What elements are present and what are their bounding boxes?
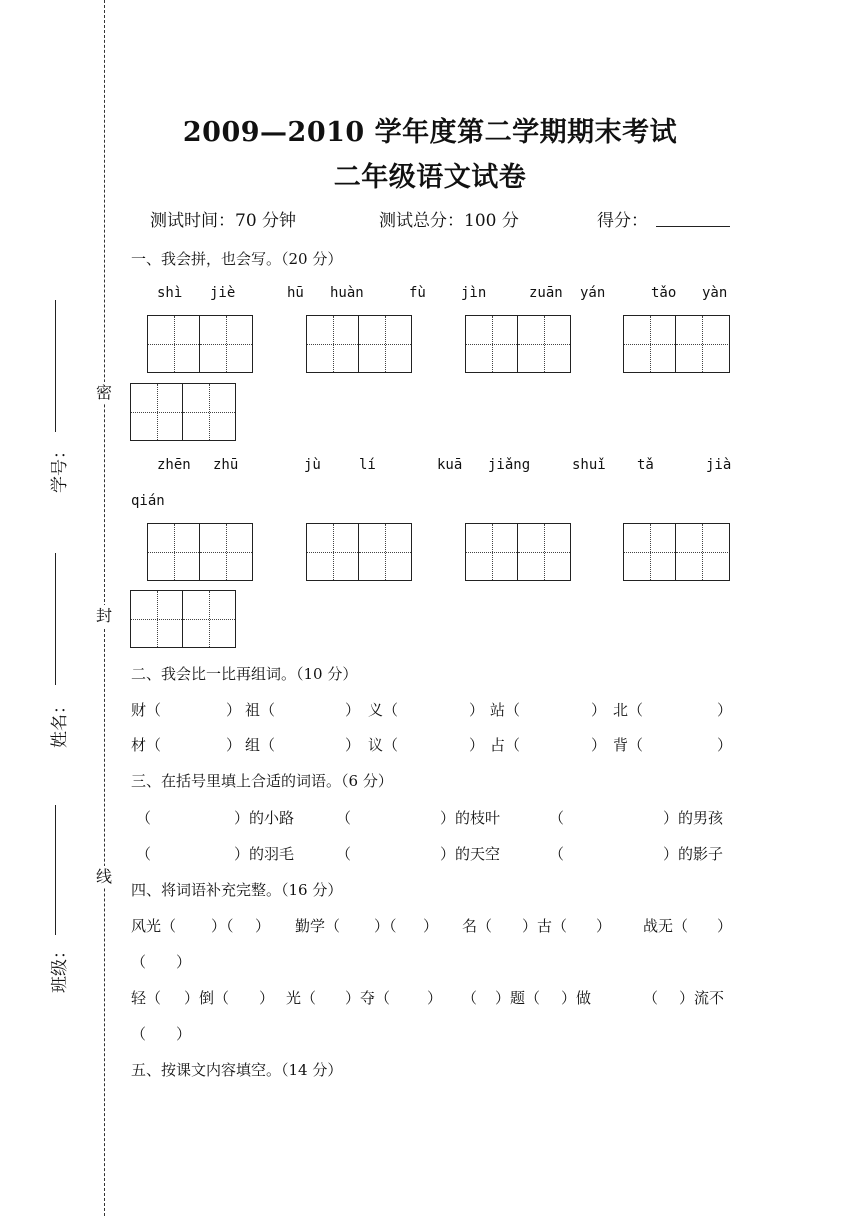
- pinyin: shì: [157, 285, 183, 301]
- pinyin: yán: [580, 285, 606, 301]
- pinyin: lí: [359, 457, 376, 473]
- compare-item: 组（: [245, 736, 276, 754]
- idiom-part: ）: [259, 989, 275, 1007]
- test-time: 测试时间：70 分钟: [150, 211, 297, 231]
- writing-grid[interactable]: [623, 523, 730, 581]
- idiom-row-2-cont: （ ）: [131, 1025, 192, 1043]
- idiom-part: ）倒（: [184, 989, 230, 1007]
- compare-item: 占（: [490, 736, 521, 754]
- idiom-part: ）做: [561, 989, 592, 1007]
- grid-cell[interactable]: [131, 384, 183, 440]
- fill-phrase: ）的影子: [663, 845, 724, 863]
- exam-title: 2009—2010 学年度第二学期期末考试: [182, 117, 678, 148]
- fill-phrase: ）的羽毛: [234, 845, 295, 863]
- pinyin: kuā: [437, 457, 463, 473]
- compare-close: ）: [345, 736, 361, 754]
- pinyin: fù: [409, 285, 426, 301]
- grid-cell[interactable]: [676, 316, 728, 372]
- grid-cell[interactable]: [624, 316, 676, 372]
- exam-subtitle: 二年级语文试卷: [333, 162, 527, 193]
- pinyin: qián: [131, 493, 165, 509]
- grid-cell[interactable]: [148, 524, 200, 580]
- pinyin: huàn: [330, 285, 364, 301]
- score-label: 得分：: [597, 211, 648, 231]
- compare-row-1: [131, 699, 731, 719]
- idiom-part: ）流不: [679, 989, 725, 1007]
- compare-close: ）: [469, 736, 485, 754]
- compare-item: 北（: [613, 701, 644, 719]
- fill-phrase: ）的小路: [234, 809, 295, 827]
- writing-grid[interactable]: [623, 315, 730, 373]
- idiom-row-1-cont: （ ）: [131, 953, 192, 971]
- pinyin: jià: [706, 457, 732, 473]
- pinyin: tǎ: [637, 457, 654, 473]
- grid-cell[interactable]: [359, 524, 411, 580]
- idiom-part: ）夺（: [345, 989, 391, 1007]
- fill-row-1: [131, 807, 731, 827]
- compare-row-2: [131, 734, 731, 754]
- writing-grid[interactable]: [306, 315, 412, 373]
- fill-open: （: [336, 809, 352, 827]
- writing-grid[interactable]: [130, 383, 236, 441]
- pinyin: zhū: [213, 457, 239, 473]
- pinyin: tǎo: [651, 285, 677, 301]
- compare-close: ）: [226, 701, 242, 719]
- idiom-row-1: [131, 915, 731, 935]
- grid-cell[interactable]: [359, 316, 411, 372]
- section3-heading: 三、在括号里填上合适的词语。（6 分）: [131, 772, 393, 790]
- fill-open: （: [136, 809, 152, 827]
- fill-open: （: [336, 845, 352, 863]
- pinyin: zhēn: [157, 457, 191, 473]
- test-total: 测试总分：100 分: [379, 211, 519, 231]
- grid-cell[interactable]: [676, 524, 728, 580]
- grid-cell[interactable]: [624, 524, 676, 580]
- compare-item: 祖（: [245, 701, 276, 719]
- grid-cell[interactable]: [518, 316, 570, 372]
- score-blank[interactable]: [656, 226, 730, 227]
- grid-cell[interactable]: [307, 316, 359, 372]
- name-label: 姓名：: [50, 697, 70, 748]
- compare-close: ）: [226, 736, 242, 754]
- writing-grid[interactable]: [465, 523, 571, 581]
- name-line[interactable]: [55, 553, 56, 685]
- idiom-part: ）: [255, 917, 271, 935]
- class-line[interactable]: [55, 805, 56, 935]
- compare-item: 材（: [131, 736, 162, 754]
- compare-item: 背（: [613, 736, 644, 754]
- idiom-part: ）题（: [495, 989, 541, 1007]
- grid-cell[interactable]: [200, 524, 252, 580]
- grid-cell[interactable]: [148, 316, 200, 372]
- idiom-part: 名（: [462, 917, 493, 935]
- compare-item: 议（: [368, 736, 399, 754]
- fill-open: （: [136, 845, 152, 863]
- idiom-part: 勤学（: [295, 917, 341, 935]
- student-id-label: 学号：: [50, 442, 70, 493]
- compare-item: 站（: [490, 701, 521, 719]
- pinyin: jiǎng: [488, 457, 531, 473]
- idiom-part: 光（: [286, 989, 317, 1007]
- idiom-part: 战无（: [643, 917, 689, 935]
- student-id-line[interactable]: [55, 300, 56, 432]
- idiom-part: （: [462, 989, 478, 1007]
- fill-open: （: [549, 845, 565, 863]
- pinyin: yàn: [702, 285, 728, 301]
- grid-cell[interactable]: [466, 316, 518, 372]
- fill-phrase: ）的男孩: [663, 809, 724, 827]
- seal-char-xian: 线: [96, 867, 113, 886]
- grid-cell[interactable]: [518, 524, 570, 580]
- idiom-part: ）（: [211, 917, 234, 935]
- writing-grid[interactable]: [465, 315, 571, 373]
- grid-cell[interactable]: [200, 316, 252, 372]
- idiom-part: 风光（: [131, 917, 177, 935]
- idiom-part: 轻（: [131, 989, 162, 1007]
- compare-close: ）: [591, 736, 607, 754]
- compare-close: ）: [717, 736, 733, 754]
- grid-cell[interactable]: [307, 524, 359, 580]
- idiom-row-2: [131, 987, 731, 1007]
- compare-close: ）: [717, 701, 733, 719]
- compare-close: ）: [345, 701, 361, 719]
- compare-close: ）: [591, 701, 607, 719]
- idiom-part: ）: [596, 917, 612, 935]
- idiom-part: ）: [423, 917, 439, 935]
- section1-heading: 一、我会拼，也会写。（20 分）: [131, 250, 343, 268]
- fill-phrase: ）的天空: [440, 845, 501, 863]
- section2-heading: 二、我会比一比再组词。（10 分）: [131, 665, 358, 683]
- compare-item: 义（: [368, 701, 399, 719]
- section5-heading: 五、按课文内容填空。（14 分）: [131, 1061, 343, 1079]
- class-label: 班级：: [50, 942, 70, 993]
- seal-char-mi: 密: [96, 383, 113, 402]
- compare-close: ）: [469, 701, 485, 719]
- writing-grid[interactable]: [147, 315, 253, 373]
- grid-cell[interactable]: [183, 384, 235, 440]
- pinyin: jiè: [210, 285, 236, 301]
- compare-item: 财（: [131, 701, 162, 719]
- fill-open: （: [549, 809, 565, 827]
- pinyin: shuǐ: [572, 457, 606, 473]
- fill-row-2: [131, 843, 731, 863]
- idiom-part: ）（: [374, 917, 397, 935]
- grid-cell[interactable]: [183, 591, 235, 647]
- writing-grid[interactable]: [130, 590, 236, 648]
- pinyin: jìn: [461, 285, 487, 301]
- section4-heading: 四、将词语补充完整。（16 分）: [131, 881, 343, 899]
- writing-grid[interactable]: [147, 523, 253, 581]
- idiom-part: ）古（: [522, 917, 568, 935]
- grid-cell[interactable]: [466, 524, 518, 580]
- idiom-part: ）: [427, 989, 443, 1007]
- pinyin: hū: [287, 285, 304, 301]
- idiom-part: ）: [717, 917, 733, 935]
- pinyin: jù: [304, 457, 321, 473]
- seal-char-feng: 封: [96, 606, 113, 625]
- idiom-part: （: [643, 989, 659, 1007]
- writing-grid[interactable]: [306, 523, 412, 581]
- grid-cell[interactable]: [131, 591, 183, 647]
- pinyin: zuān: [529, 285, 563, 301]
- fill-phrase: ）的枝叶: [440, 809, 501, 827]
